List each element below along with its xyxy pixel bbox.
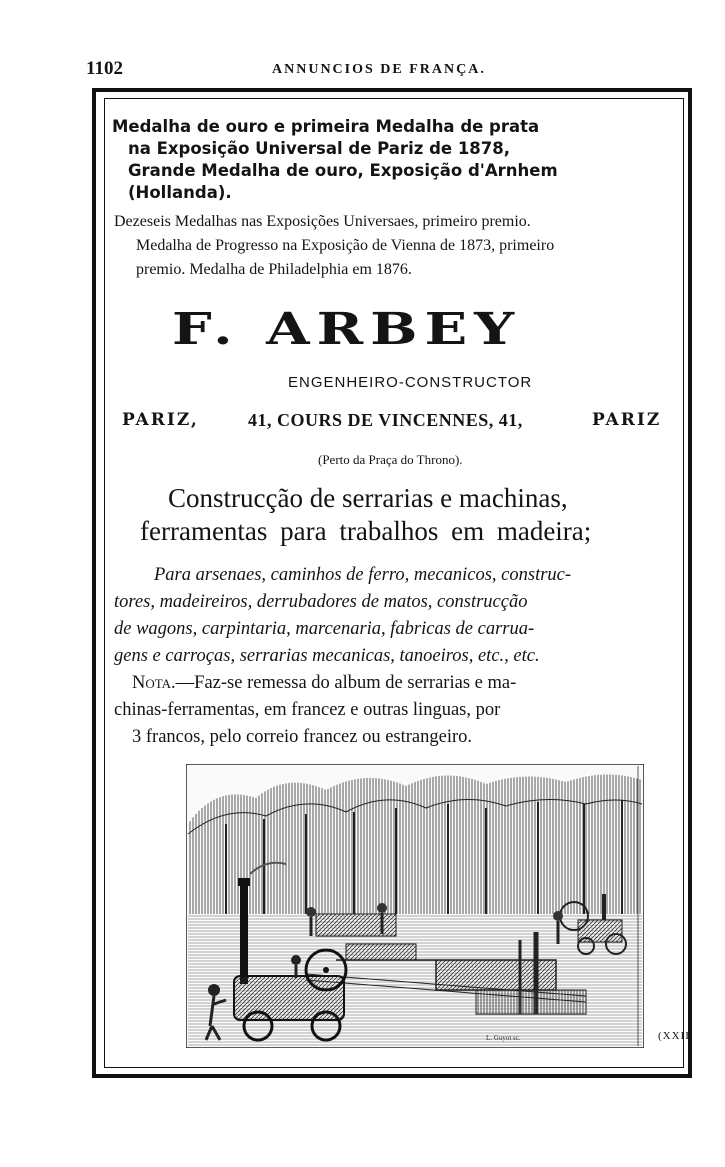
marginal-mark: (XXII (658, 1030, 690, 1042)
nota-line-2: chinas-ferramentas, em francez e outras linguas, por (114, 700, 501, 720)
address-near: (Perto da Praça do Throno). (318, 452, 463, 467)
awards-line-1: Dezeseis Medalhas nas Exposições Universaes, primeiro premio. (114, 213, 531, 230)
sawmill-engraving (186, 764, 644, 1048)
headline-line-1: Construcção de serrarias e machinas, (168, 483, 568, 513)
nota-line-3: 3 francos, pelo correio francez ou estrangeiro. (132, 727, 473, 747)
page-header (86, 58, 686, 82)
awards-line-3: premio. Medalha de Philadelphia em 1876. (136, 261, 412, 278)
page-number: 1102 (86, 58, 123, 79)
medal-line-2: na Exposição Universal de Pariz de 1878, (128, 139, 511, 158)
medal-line-1: Medalha de ouro e primeira Medalha de prata (112, 117, 540, 136)
uses-line-1: Para arsenaes, caminhos de ferro, mecanicos, construc- (154, 565, 572, 585)
uses-line-4: gens e carroças, serrarias mecanicas, tanoeiros, etc., etc. (114, 646, 540, 666)
medal-line-4: (Hollanda). (128, 183, 232, 202)
firm-profession: ENGENHEIRO-CONSTRUCTOR (288, 374, 533, 391)
nota-line-1 (132, 670, 516, 697)
running-head: ANNUNCIOS DE FRANÇA. (272, 62, 486, 77)
engraver-signature: L. Guyot sc. (486, 1034, 521, 1042)
address-city-right: PARIZ (592, 410, 662, 430)
awards-line-2: Medalha de Progresso na Exposição de Vienna de 1873, primeiro (136, 237, 555, 254)
address-street: 41, COURS DE VINCENNES, 41, (248, 410, 523, 430)
uses-line-2: tores, madeireiros, derrubadores de matos, construcção (114, 592, 528, 612)
nota-line-1-rest: —Faz-se remessa do album de serrarias e ma- (175, 673, 517, 693)
firm-name: F. ARBEY (172, 303, 522, 356)
uses-line-3: de wagons, carpintaria, marcenaria, fabricas de carrua- (114, 619, 535, 639)
nota-label: Nota. (132, 673, 176, 693)
medal-line-3: Grande Medalha de ouro, Exposição d'Arnhem (128, 161, 558, 180)
headline-line-2: ferramentas para trabalhos em madeira; (140, 516, 592, 546)
address-city-left: PARIZ, (122, 410, 199, 430)
